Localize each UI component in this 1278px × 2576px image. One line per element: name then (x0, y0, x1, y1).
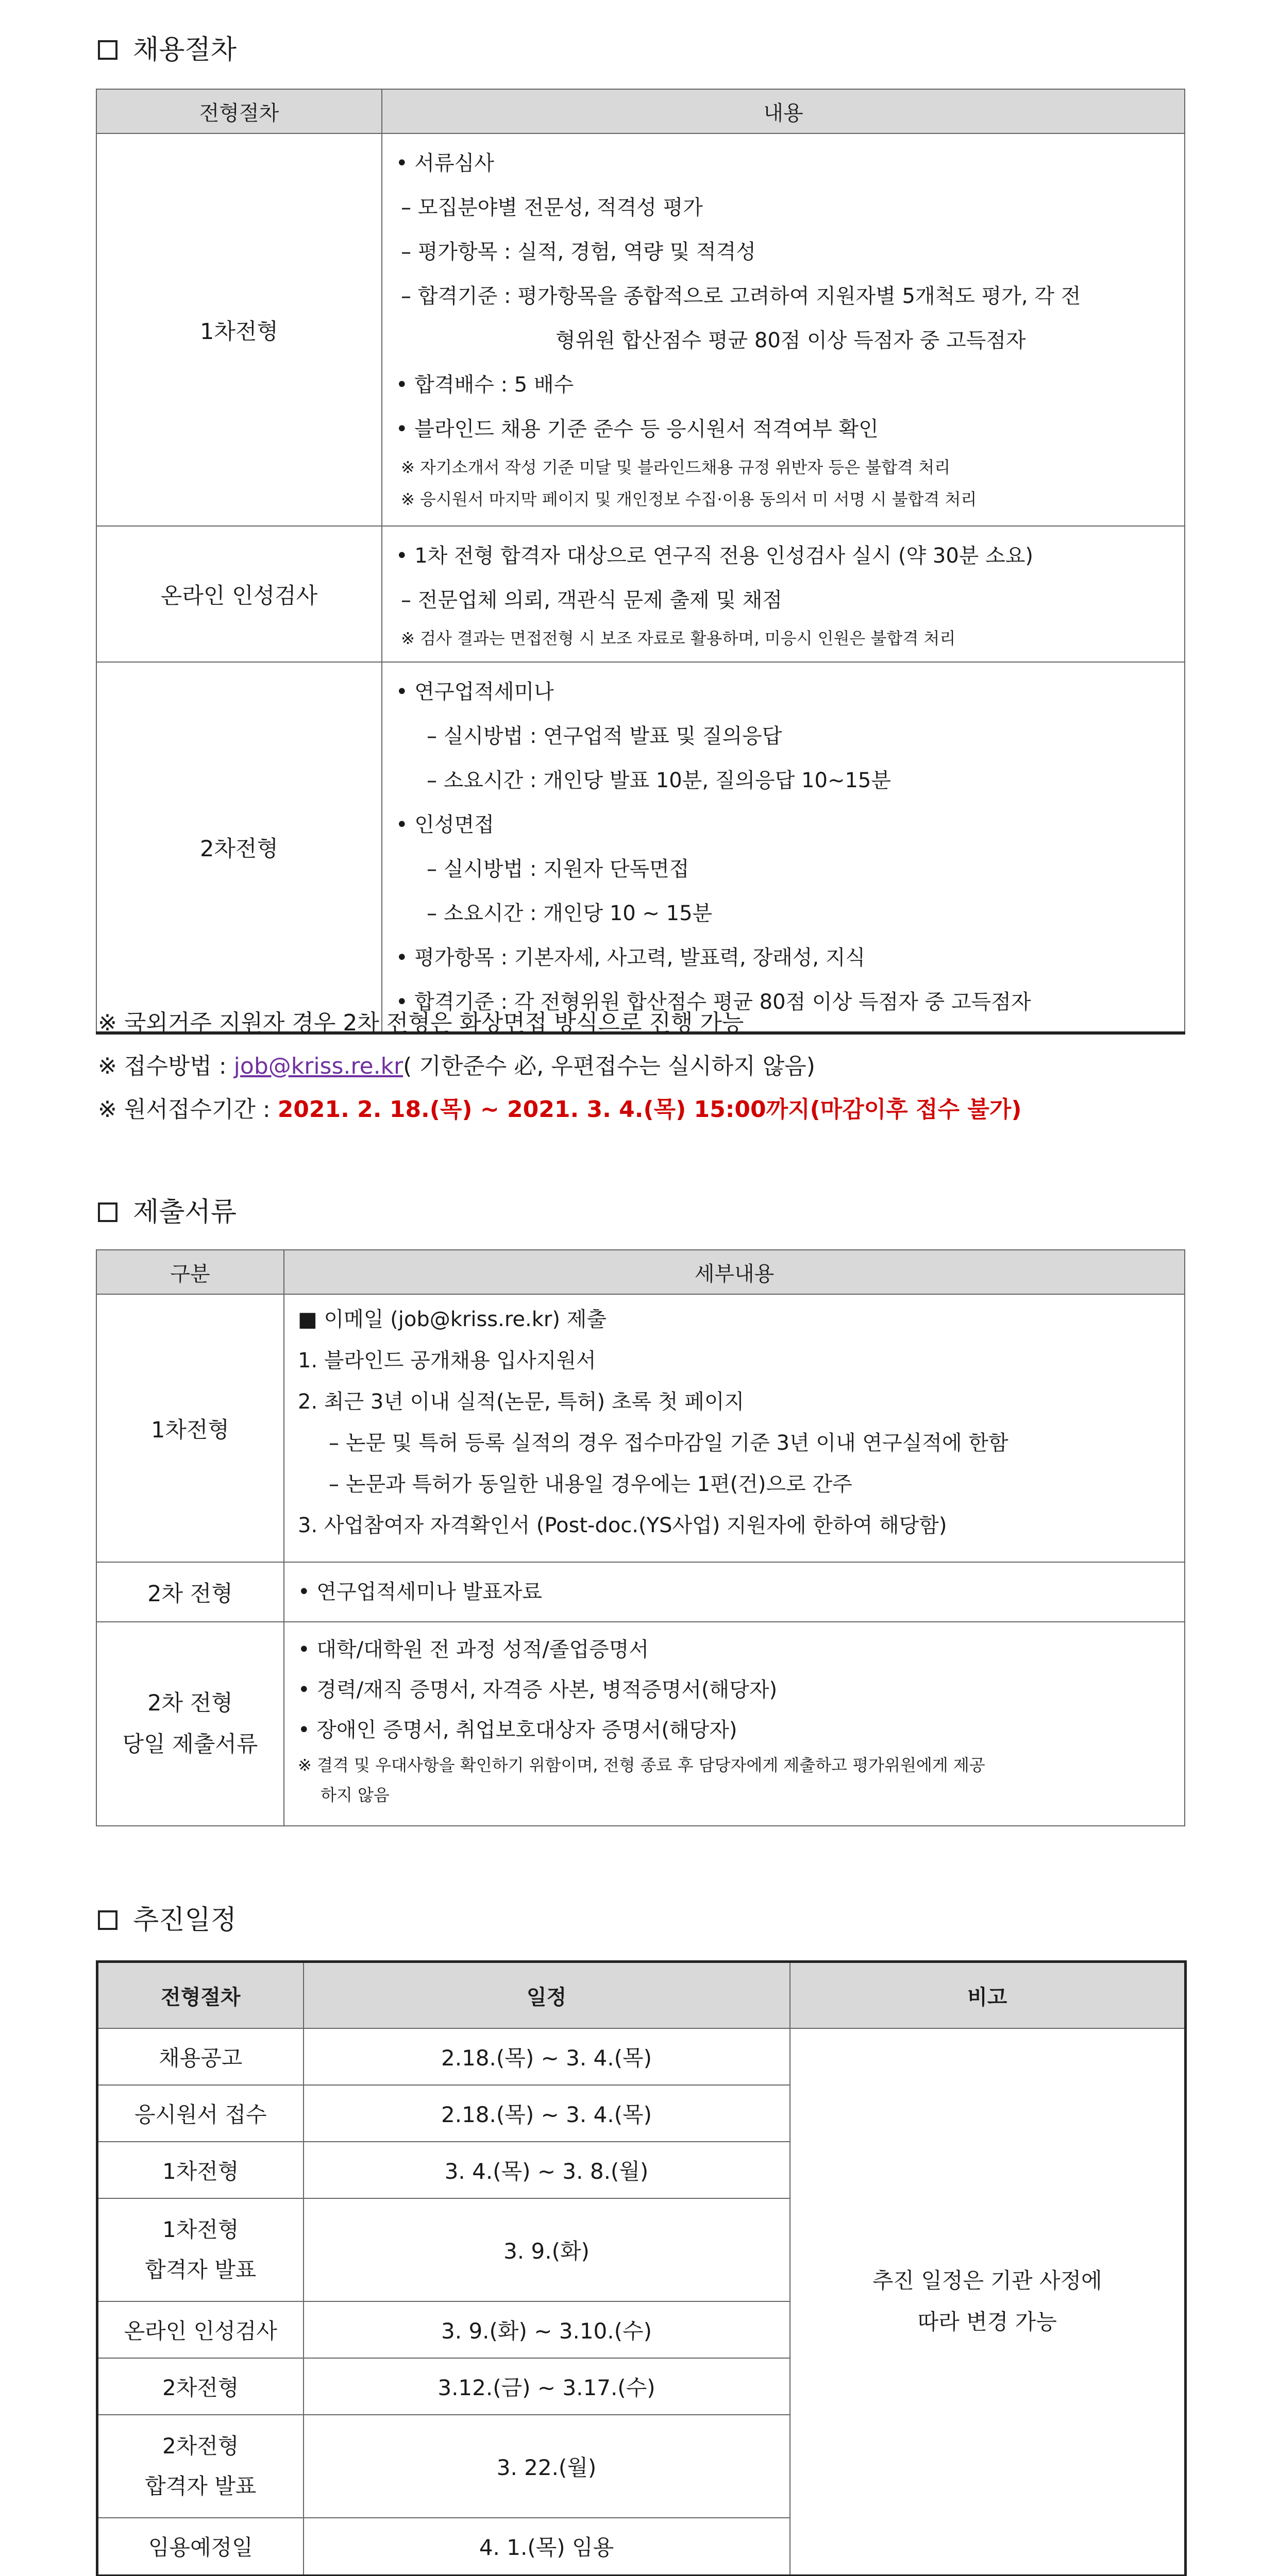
section-heading-procedure (98, 32, 237, 68)
note-prefix: ※ 접수방법 : (98, 1053, 234, 1079)
detail-cell (284, 1294, 1185, 1562)
section-heading-documents (98, 1194, 237, 1230)
text-line: • 대학/대학원 전 과정 성적/졸업증명서 (298, 1638, 649, 1662)
checkbox-square-icon (98, 1910, 117, 1930)
remarks-cell (790, 2028, 1186, 2575)
text-line: – 실시방법 : 연구업적 발표 및 질의응답 (427, 724, 782, 748)
note-line: ※ 결격 및 우대사항을 확인하기 위함이며, 전형 종료 후 담당자에게 제출하고 평가위원에게 제공 (298, 1755, 985, 1775)
date-cell: 2.18.(목) ~ 3. 4.(목) (304, 2028, 790, 2085)
column-header-stage: 전형절차 (96, 89, 382, 133)
table-row (96, 1294, 1185, 1562)
section-heading-schedule (98, 1902, 237, 1938)
stage-cell: 2차전형 (96, 662, 382, 1033)
text-line: • 서류심사 (396, 151, 494, 175)
text-line: – 논문 및 특허 등록 실적의 경우 접수마감일 기준 3년 이내 연구실적에 한함 (329, 1431, 1008, 1455)
section-title: 추진일정 (133, 1905, 237, 1936)
column-header-type: 구분 (96, 1250, 284, 1294)
text-line: • 경력/재직 증명서, 자격증 사본, 병적증명서(해당자) (298, 1678, 778, 1702)
text-line: – 합격기준 : 평가항목을 종합적으로 고려하여 지원자별 5개척도 평가, 각 전 (401, 284, 1081, 308)
stage-cell: 채용공고 (97, 2028, 304, 2085)
date-cell: 3. 9.(화) ~ 3.10.(수) (304, 2301, 790, 2358)
remarks-line: 따라 변경 가능 (917, 2309, 1057, 2335)
text-line: – 모집분야별 전문성, 적격성 평가 (401, 196, 703, 219)
text-line: ■ 이메일 (job@kriss.re.kr) 제출 (298, 1308, 607, 1331)
stage-line: 합격자 발표 (145, 2257, 257, 2282)
note-prefix: ※ 원서접수기간 : (98, 1096, 278, 1123)
date-cell: 3.12.(금) ~ 3.17.(수) (304, 2358, 790, 2415)
note-line: 하지 않음 (321, 1785, 390, 1805)
documents-table (96, 1249, 1185, 1826)
stage-cell: 1차전형 (96, 133, 382, 526)
stage-cell: 임용예정일 (97, 2518, 304, 2575)
column-header-detail: 세부내용 (284, 1250, 1185, 1294)
date-cell: 3. 4.(목) ~ 3. 8.(월) (304, 2142, 790, 2198)
procedure-table (96, 89, 1185, 1035)
section-title: 채용절차 (133, 35, 237, 65)
type-cell (96, 1622, 284, 1826)
text-line: 형위원 합산점수 평균 80점 이상 득점자 중 고득점자 (556, 329, 1026, 352)
note-application-period (98, 1088, 1021, 1131)
detail-cell (284, 1562, 1185, 1622)
table-row (96, 662, 1185, 1033)
content-cell (382, 662, 1185, 1033)
email-link[interactable]: job@kriss.re.kr (233, 1053, 403, 1079)
stage-cell: 온라인 인성검사 (97, 2301, 304, 2358)
text-line: – 논문과 특허가 동일한 내용일 경우에는 1편(건)으로 간주 (329, 1472, 852, 1496)
content-cell (382, 526, 1185, 662)
table-row (96, 1562, 1185, 1622)
column-header-note: 비고 (790, 1962, 1186, 2029)
text-line: • 평가항목 : 기본자세, 사고력, 발표력, 장래성, 지식 (396, 946, 866, 970)
table-header-row (96, 89, 1185, 133)
text-line: • 합격기준 : 각 전형위원 합산점수 평균 80점 이상 득점자 중 고득점자 (396, 990, 1031, 1014)
note-overseas: ※ 국외거주 지원자 경우 2차 전형은 화상면접 방식으로 진행 가능 (98, 1010, 744, 1036)
column-header-stage: 전형절차 (97, 1962, 304, 2029)
table-header-row (97, 1962, 1186, 2029)
text-line: – 전문업체 의뢰, 객관식 문제 출제 및 채점 (401, 588, 782, 612)
note-line: ※ 자기소개서 작성 기준 미달 및 블라인드채용 규정 위반자 등은 불합격 처리 (401, 457, 951, 477)
note-line: ※ 응시원서 마지막 페이지 및 개인정보 수집·이용 동의서 미 서명 시 불합격 처리 (401, 489, 977, 509)
stage-line: 합격자 발표 (145, 2473, 257, 2499)
type-cell: 2차 전형 (96, 1562, 284, 1622)
text-line: – 소요시간 : 개인당 10 ~ 15분 (427, 902, 713, 925)
remarks-line: 추진 일정은 기관 사정에 (872, 2268, 1102, 2294)
date-cell: 2.18.(목) ~ 3. 4.(목) (304, 2085, 790, 2142)
stage-cell: 응시원서 접수 (97, 2085, 304, 2142)
application-period: 2021. 2. 18.(목) ~ 2021. 3. 4.(목) 15:00까지(마감이후 접수 불가) (277, 1096, 1022, 1123)
checkbox-square-icon (98, 1202, 117, 1222)
note-suffix: ( 기한준수 必, 우편접수는 실시하지 않음) (403, 1053, 815, 1079)
note-line: ※ 검사 결과는 면접전형 시 보조 자료로 활용하며, 미응시 인원은 불합격 처리 (401, 629, 956, 648)
text-line: • 연구업적세미나 (396, 680, 554, 704)
type-cell: 1차전형 (96, 1294, 284, 1562)
column-header-date: 일정 (304, 1962, 790, 2029)
column-header-content: 내용 (382, 89, 1185, 133)
stage-line: 1차전형 (162, 2217, 239, 2242)
text-line: 3. 사업참여자 자격확인서 (Post-doc.(YS사업) 지원자에 한하여 해당함) (298, 1514, 947, 1537)
date-cell: 4. 1.(목) 임용 (304, 2518, 790, 2575)
stage-cell: 온라인 인성검사 (96, 526, 382, 662)
table-row (97, 2028, 1186, 2085)
text-line: • 인성면접 (396, 813, 494, 837)
table-row (96, 133, 1185, 526)
text-line: – 소요시간 : 개인당 발표 10분, 질의응답 10~15분 (427, 769, 892, 792)
table-header-row (96, 1250, 1185, 1294)
detail-cell (284, 1622, 1185, 1826)
text-line: • 장애인 증명서, 취업보호대상자 증명서(해당자) (298, 1718, 737, 1742)
text-line: • 블라인드 채용 기준 준수 등 응시원서 적격여부 확인 (396, 417, 879, 441)
checkbox-square-icon (98, 40, 117, 60)
schedule-table (96, 1960, 1187, 2576)
type-line: 당일 제출서류 (122, 1732, 258, 1757)
date-cell: 3. 9.(화) (304, 2198, 790, 2301)
text-line: – 실시방법 : 지원자 단독면접 (427, 857, 690, 881)
stage-cell: 1차전형 (97, 2142, 304, 2198)
text-line: • 연구업적세미나 발표자료 (298, 1580, 543, 1604)
text-line: • 합격배수 : 5 배수 (396, 373, 574, 397)
stage-cell: 2차전형 (97, 2358, 304, 2415)
note-application-method (98, 1045, 815, 1088)
table-row (96, 526, 1185, 662)
text-line: 1. 블라인드 공개채용 입사지원서 (298, 1349, 596, 1372)
text-line: – 평가항목 : 실적, 경험, 역량 및 적격성 (401, 240, 756, 264)
text-line: 2. 최근 3년 이내 실적(논문, 특허) 초록 첫 페이지 (298, 1390, 745, 1414)
type-line: 2차 전형 (147, 1690, 233, 1716)
section-title: 제출서류 (133, 1197, 237, 1228)
date-cell: 3. 22.(월) (304, 2415, 790, 2518)
content-cell (382, 133, 1185, 526)
stage-cell (97, 2415, 304, 2518)
stage-cell (97, 2198, 304, 2301)
table-row (96, 1622, 1185, 1826)
stage-line: 2차전형 (162, 2433, 239, 2459)
text-line: • 1차 전형 합격자 대상으로 연구직 전용 인성검사 실시 (약 30분 소요) (396, 544, 1034, 568)
